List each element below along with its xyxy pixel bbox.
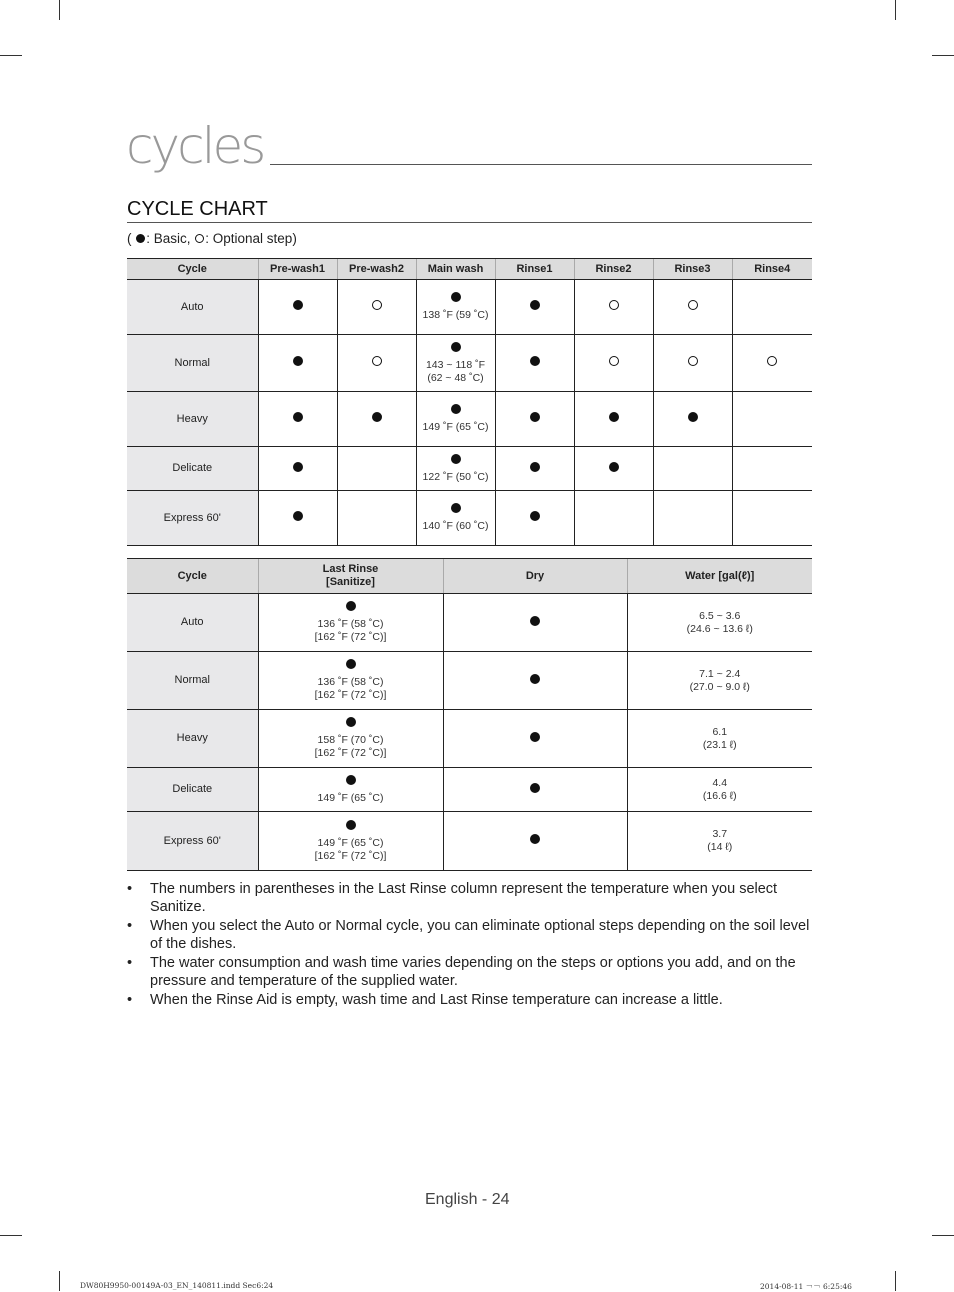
basic-dot-icon bbox=[451, 292, 461, 302]
basic-dot-icon bbox=[451, 454, 461, 464]
dry-cell bbox=[443, 652, 627, 710]
prewash1-cell bbox=[258, 335, 337, 392]
cycle-name: Express 60' bbox=[127, 812, 258, 871]
cycle-name: Heavy bbox=[127, 710, 258, 768]
main-wash-temperature: 138 ˚F (59 ˚C) bbox=[422, 309, 489, 321]
crop-mark bbox=[59, 0, 60, 20]
note-item bbox=[127, 917, 812, 953]
crop-mark bbox=[0, 55, 22, 56]
bullet-icon: • bbox=[127, 881, 133, 897]
prewash2-cell bbox=[337, 280, 416, 335]
rinse3-cell bbox=[653, 280, 732, 335]
crop-mark bbox=[895, 0, 896, 20]
basic-dot-icon bbox=[451, 503, 461, 513]
prewash2-cell bbox=[337, 335, 416, 392]
water-amount: 6.1 (23.1 ℓ) bbox=[702, 725, 737, 751]
main-wash-temperature: 122 ˚F (50 ˚C) bbox=[422, 470, 489, 483]
rinse3-cell bbox=[653, 447, 732, 491]
legend bbox=[127, 231, 297, 247]
water-amount: 6.5 ~ 3.6 (24.6 ~ 13.6 ℓ) bbox=[686, 609, 753, 635]
bullet-icon: • bbox=[127, 918, 133, 934]
column-header: Pre-wash2 bbox=[337, 259, 416, 280]
basic-dot-icon bbox=[688, 412, 698, 422]
rinse2-cell bbox=[574, 491, 653, 546]
note-item bbox=[127, 954, 812, 990]
title-rule bbox=[270, 164, 812, 165]
main-wash-cell bbox=[416, 392, 495, 447]
column-header: Pre-wash1 bbox=[258, 259, 337, 280]
basic-dot-icon bbox=[293, 300, 303, 310]
prewash1-cell bbox=[258, 392, 337, 447]
basic-dot-icon bbox=[346, 775, 356, 785]
legend-basic-label: : Basic, bbox=[146, 231, 195, 246]
water-amount: 3.7 (14 ℓ) bbox=[707, 828, 733, 853]
print-slug-file: DW80H9950-00149A-03_EN_140811.indd Sec6:24 bbox=[80, 1281, 274, 1290]
last-rinse-temperature: 136 ˚F (58 ˚C) [162 ˚F (72 ˚C)] bbox=[314, 676, 387, 701]
optional-ring-icon bbox=[609, 300, 619, 310]
rinse4-cell bbox=[732, 491, 812, 546]
dry-cell bbox=[443, 768, 627, 812]
prewash1-cell bbox=[258, 491, 337, 546]
table-header-row bbox=[127, 259, 812, 280]
cycle-name: Auto bbox=[127, 280, 258, 335]
note-text: The numbers in parentheses in the Last Rinse column represent the temperature when you select Sanitize. bbox=[150, 881, 778, 915]
main-wash-temperature: 149 ˚F (65 ˚C) bbox=[422, 421, 489, 433]
basic-dot-icon bbox=[530, 300, 540, 310]
column-header: Main wash bbox=[416, 259, 495, 280]
basic-dot-icon bbox=[346, 659, 356, 669]
prewash2-cell bbox=[337, 491, 416, 546]
cycle-name: Delicate bbox=[127, 768, 258, 812]
rinse1-cell bbox=[495, 392, 574, 447]
column-header: Dry bbox=[443, 559, 627, 594]
cycle-steps-table bbox=[127, 258, 812, 546]
rinse4-cell bbox=[732, 447, 812, 491]
table-row bbox=[127, 335, 812, 392]
last-rinse-temperature: 149 ˚F (65 ˚C) [162 ˚F (72 ˚C)] bbox=[314, 836, 387, 862]
optional-ring-icon bbox=[372, 356, 382, 366]
crop-mark bbox=[59, 1271, 60, 1291]
rinse2-cell bbox=[574, 392, 653, 447]
table-row bbox=[127, 447, 812, 491]
cycle-name: Normal bbox=[127, 335, 258, 392]
rinse1-cell bbox=[495, 447, 574, 491]
rinse3-cell bbox=[653, 491, 732, 546]
legend-open: ( bbox=[127, 231, 136, 246]
rinse2-cell bbox=[574, 447, 653, 491]
column-header: Rinse3 bbox=[653, 259, 732, 280]
optional-ring-icon bbox=[609, 356, 619, 366]
water-cell bbox=[627, 768, 812, 812]
water-amount: 4.4 (16.6 ℓ) bbox=[702, 776, 737, 802]
table-header-row bbox=[127, 559, 812, 594]
prewash1-cell bbox=[258, 280, 337, 335]
crop-mark bbox=[0, 1235, 22, 1236]
basic-dot-icon bbox=[293, 412, 303, 422]
table-row bbox=[127, 710, 812, 768]
water-cell bbox=[627, 710, 812, 768]
last-rinse-temperature: 158 ˚F (70 ˚C) [162 ˚F (72 ˚C)] bbox=[314, 734, 387, 759]
basic-dot-icon bbox=[609, 462, 619, 472]
print-slug-date: 2014-08-11 ￢￢ 6:25:46 bbox=[760, 1282, 852, 1291]
water-cell bbox=[627, 812, 812, 871]
optional-ring-icon bbox=[688, 300, 698, 310]
table-row bbox=[127, 768, 812, 812]
crop-mark bbox=[895, 1271, 896, 1291]
page-heading: CYCLE CHART bbox=[127, 198, 268, 220]
last-rinse-cell bbox=[258, 594, 443, 652]
basic-dot-icon bbox=[530, 732, 540, 742]
last-rinse-temperature: 136 ˚F (58 ˚C) [162 ˚F (72 ˚C)] bbox=[314, 618, 387, 643]
note-item bbox=[127, 991, 812, 1009]
cycle-rinse-dry-table bbox=[127, 558, 812, 871]
main-wash-temperature: 143 ~ 118 ˚F (62 ~ 48 ˚C) bbox=[425, 358, 486, 384]
note-item bbox=[127, 880, 812, 916]
main-wash-temperature: 140 ˚F (60 ˚C) bbox=[422, 520, 489, 532]
legend-optional-label: : Optional step) bbox=[205, 231, 297, 246]
rinse3-cell bbox=[653, 335, 732, 392]
basic-dot-icon bbox=[609, 412, 619, 422]
page-number: English - 24 bbox=[425, 1191, 510, 1208]
table-row bbox=[127, 392, 812, 447]
dry-cell bbox=[443, 812, 627, 871]
basic-dot-icon bbox=[293, 462, 303, 472]
main-wash-cell bbox=[416, 491, 495, 546]
basic-dot-icon bbox=[372, 412, 382, 422]
water-cell bbox=[627, 594, 812, 652]
cycle-name: Express 60' bbox=[127, 491, 258, 546]
column-header: Last Rinse [Sanitize] bbox=[258, 559, 443, 594]
rinse4-cell bbox=[732, 280, 812, 335]
rinse1-cell bbox=[495, 335, 574, 392]
rinse1-cell bbox=[495, 280, 574, 335]
rinse4-cell bbox=[732, 335, 812, 392]
basic-dot-icon bbox=[451, 404, 461, 414]
table-row bbox=[127, 652, 812, 710]
last-rinse-cell bbox=[258, 710, 443, 768]
basic-dot-icon bbox=[136, 234, 145, 243]
basic-dot-icon bbox=[530, 834, 540, 844]
dry-cell bbox=[443, 710, 627, 768]
cycle-name: Delicate bbox=[127, 447, 258, 491]
bullet-icon: • bbox=[127, 955, 133, 971]
last-rinse-cell bbox=[258, 652, 443, 710]
table-row bbox=[127, 812, 812, 871]
column-header: Rinse2 bbox=[574, 259, 653, 280]
optional-ring-icon bbox=[195, 234, 204, 243]
basic-dot-icon bbox=[346, 820, 356, 830]
rinse2-cell bbox=[574, 335, 653, 392]
optional-ring-icon bbox=[767, 356, 777, 366]
section-title: cycles bbox=[126, 117, 264, 175]
note-text: The water consumption and wash time varies depending on the steps or options you add, and on the pressure and temperature of the supplied water. bbox=[150, 955, 796, 989]
water-cell bbox=[627, 652, 812, 710]
basic-dot-icon bbox=[346, 717, 356, 727]
optional-ring-icon bbox=[688, 356, 698, 366]
table-row bbox=[127, 280, 812, 335]
prewash2-cell bbox=[337, 447, 416, 491]
prewash2-cell bbox=[337, 392, 416, 447]
basic-dot-icon bbox=[293, 356, 303, 366]
basic-dot-icon bbox=[530, 616, 540, 626]
table-row bbox=[127, 491, 812, 546]
rinse4-cell bbox=[732, 392, 812, 447]
column-header: Cycle bbox=[127, 559, 258, 594]
last-rinse-cell bbox=[258, 768, 443, 812]
basic-dot-icon bbox=[530, 511, 540, 521]
cycle-name: Auto bbox=[127, 594, 258, 652]
optional-ring-icon bbox=[372, 300, 382, 310]
column-header: Rinse1 bbox=[495, 259, 574, 280]
bullet-icon: • bbox=[127, 992, 133, 1008]
cycle-name: Heavy bbox=[127, 392, 258, 447]
table-row bbox=[127, 594, 812, 652]
heading-rule bbox=[127, 222, 812, 223]
prewash1-cell bbox=[258, 447, 337, 491]
main-wash-cell bbox=[416, 335, 495, 392]
crop-mark bbox=[932, 55, 954, 56]
notes-list bbox=[127, 880, 812, 1010]
basic-dot-icon bbox=[346, 601, 356, 611]
rinse1-cell bbox=[495, 491, 574, 546]
column-header: Water [gal(ℓ)] bbox=[627, 559, 812, 594]
dry-cell bbox=[443, 594, 627, 652]
note-text: When you select the Auto or Normal cycle, you can eliminate optional steps depending on the soil level of the dishes. bbox=[150, 918, 810, 952]
basic-dot-icon bbox=[530, 783, 540, 793]
water-amount: 7.1 ~ 2.4 (27.0 ~ 9.0 ℓ) bbox=[689, 667, 750, 693]
main-wash-cell bbox=[416, 447, 495, 491]
note-text: When the Rinse Aid is empty, wash time and Last Rinse temperature can increase a little. bbox=[150, 992, 723, 1008]
last-rinse-cell bbox=[258, 812, 443, 871]
last-rinse-temperature: 149 ˚F (65 ˚C) bbox=[317, 791, 384, 804]
basic-dot-icon bbox=[530, 462, 540, 472]
crop-mark bbox=[932, 1235, 954, 1236]
rinse3-cell bbox=[653, 392, 732, 447]
main-wash-cell bbox=[416, 280, 495, 335]
basic-dot-icon bbox=[293, 511, 303, 521]
basic-dot-icon bbox=[530, 356, 540, 366]
cycle-name: Normal bbox=[127, 652, 258, 710]
basic-dot-icon bbox=[451, 342, 461, 352]
basic-dot-icon bbox=[530, 412, 540, 422]
rinse2-cell bbox=[574, 280, 653, 335]
column-header: Cycle bbox=[127, 259, 258, 280]
basic-dot-icon bbox=[530, 674, 540, 684]
column-header: Rinse4 bbox=[732, 259, 812, 280]
